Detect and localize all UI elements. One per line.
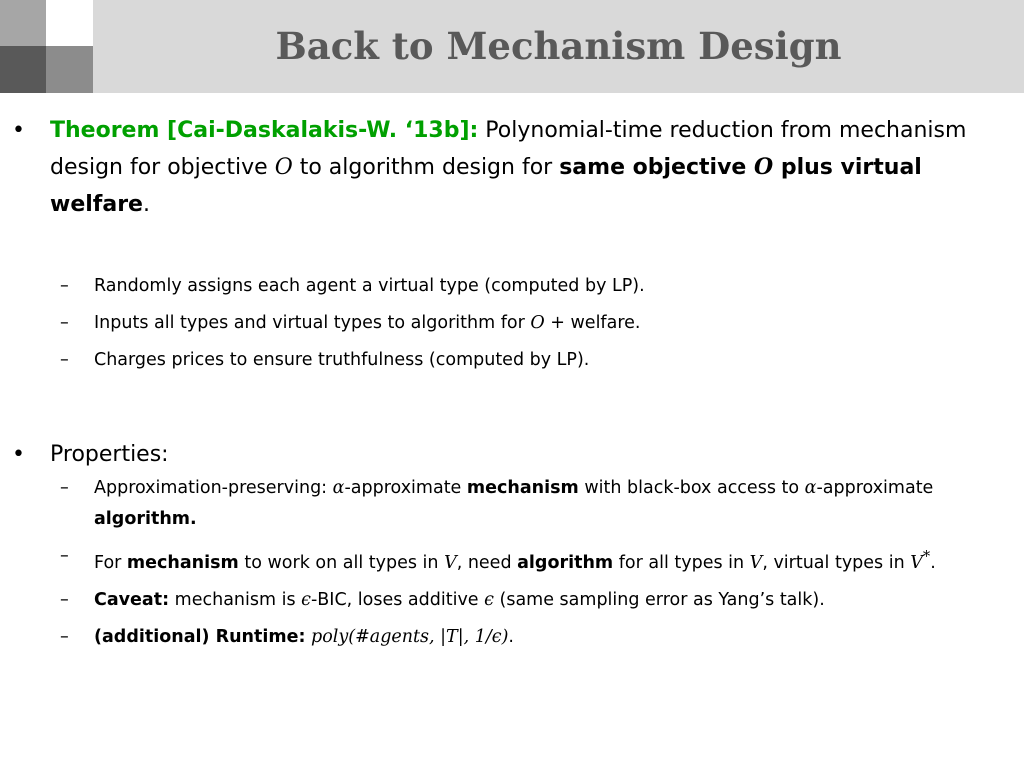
theorem-emphasis: plus virtual welfare — [50, 155, 922, 217]
property-emphasis: algorithm. — [94, 509, 197, 529]
bullet-icon: • — [12, 118, 25, 143]
math-symbol: α — [332, 478, 345, 498]
property-text: , virtual types in — [762, 552, 911, 573]
property-item — [60, 622, 1008, 653]
property-text: . — [930, 552, 936, 573]
property-emphasis: mechanism — [126, 552, 239, 573]
math-symbol: O — [274, 155, 293, 180]
theorem-label: Theorem [Cai-Daskalakis-W. ‘13b]: — [50, 118, 479, 143]
property-text: mechanism is — [169, 589, 302, 610]
math-symbol: V — [444, 552, 457, 573]
spacer — [0, 223, 1024, 271]
bullet-icon: • — [12, 442, 25, 467]
theorem-emphasis: same objective — [559, 155, 754, 180]
math-symbol: ϵ — [484, 589, 494, 610]
decorative-square — [0, 0, 46, 46]
property-item — [60, 585, 1008, 616]
property-text: with black-box access to — [578, 478, 805, 498]
property-text: Approximation-preserving: — [94, 478, 333, 498]
properties-bullet — [12, 436, 1010, 473]
dash-icon: – — [60, 626, 69, 647]
property-text: -approximate — [344, 478, 467, 498]
decorative-square — [0, 46, 46, 93]
property-item — [60, 473, 1008, 535]
property-emphasis: mechanism — [466, 478, 579, 498]
theorem-text: to algorithm design for — [292, 155, 560, 180]
dash-icon: – — [60, 276, 69, 296]
property-text: . — [508, 626, 514, 647]
dash-icon: – — [60, 313, 69, 333]
property-emphasis: algorithm — [517, 552, 614, 573]
property-text: -BIC, loses additive — [310, 589, 485, 610]
property-text: , need — [456, 552, 518, 573]
runtime-formula: poly(#agents, |T|, 1/ϵ) — [311, 626, 509, 647]
property-emphasis: (additional) Runtime: — [94, 626, 306, 647]
decorative-square — [46, 0, 93, 46]
math-symbol: V — [910, 552, 923, 573]
math-symbol: α — [804, 478, 817, 498]
property-text: For — [94, 552, 127, 573]
property-emphasis: Caveat: — [94, 589, 170, 610]
math-symbol: O — [754, 154, 774, 180]
subitem-text: Randomly assigns each agent a virtual type (computed by LP). — [94, 276, 645, 296]
theorem-subitem — [60, 271, 1008, 302]
theorem-bullet — [12, 112, 1010, 223]
dash-icon: – — [60, 546, 69, 566]
theorem-subitem — [60, 345, 1008, 376]
slide-title: Back to Mechanism Design — [275, 24, 842, 68]
subitem-text: Inputs all types and virtual types to algorithm for — [94, 313, 531, 333]
theorem-text: Polynomial-time reduction from mechanism design for objective — [50, 118, 967, 180]
math-symbol: ϵ — [301, 589, 311, 610]
property-text: (same sampling error as Yang’s talk). — [493, 589, 825, 610]
property-text: -approximate — [816, 478, 934, 498]
property-text: for all types in — [613, 552, 750, 573]
dash-icon: – — [60, 350, 69, 370]
property-text: to work on all types in — [238, 552, 445, 573]
math-symbol: V — [749, 552, 763, 573]
math-superscript: * — [922, 548, 931, 565]
decorative-square — [46, 46, 93, 93]
subitem-text: + welfare. — [544, 313, 641, 333]
dash-icon: – — [60, 589, 69, 610]
property-item — [60, 541, 1008, 579]
subitem-text: Charges prices to ensure truthfulness (computed by LP). — [94, 350, 590, 370]
dash-icon: – — [60, 478, 69, 498]
math-symbol: O — [530, 313, 545, 333]
theorem-text: . — [142, 192, 150, 217]
spacer — [0, 376, 1024, 436]
theorem-subitem — [60, 308, 1008, 339]
slide-body — [0, 112, 1024, 653]
properties-heading: Properties: — [50, 442, 169, 467]
